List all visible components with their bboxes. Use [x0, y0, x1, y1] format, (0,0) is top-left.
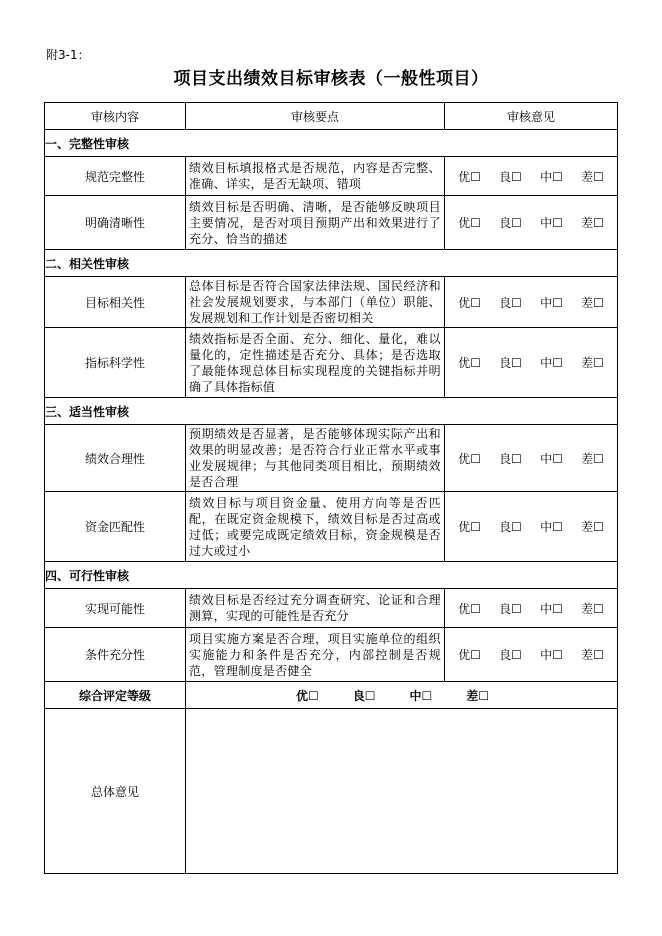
- rating-checkbox-excellent[interactable]: 优☐: [458, 169, 481, 184]
- section-row: [45, 398, 618, 425]
- rating-options: [445, 646, 617, 663]
- review-item-row: [45, 328, 618, 398]
- header-col-content: 审核内容: [45, 103, 186, 130]
- rating-checkbox-excellent[interactable]: 优☐: [458, 451, 481, 466]
- rating-checkbox-excellent[interactable]: 优☐: [458, 648, 481, 662]
- section-row: [45, 250, 618, 277]
- header-col-opinion: 审核意见: [445, 103, 618, 130]
- review-item-row: [45, 277, 618, 328]
- section-title: 二、相关性审核: [45, 250, 618, 277]
- rating-cell: [445, 277, 618, 328]
- review-table: [44, 102, 618, 874]
- review-item-name: 目标相关性: [45, 277, 186, 328]
- rating-checkbox-excellent[interactable]: 优☐: [458, 295, 481, 310]
- rating-checkbox-excellent[interactable]: 优☐: [458, 520, 481, 534]
- rating-options: [445, 168, 617, 185]
- review-item-desc: 绩效目标是否明确、清晰，是否能够反映项目主要情况，是否对项目预期产出和效果进行了充分、恰当的描述: [186, 196, 445, 250]
- rating-checkbox-medium[interactable]: 中☐: [540, 648, 563, 662]
- rating-options: [445, 518, 617, 535]
- review-item-name: 指标科学性: [45, 328, 186, 398]
- summary-row: [45, 682, 618, 709]
- summary-checkbox-good[interactable]: 良☐: [352, 688, 376, 703]
- rating-checkbox-medium[interactable]: 中☐: [540, 295, 563, 310]
- rating-checkbox-good[interactable]: 良☐: [499, 169, 522, 184]
- summary-checkbox-excellent[interactable]: 优☐: [296, 688, 319, 703]
- overall-opinion-row: [45, 709, 618, 874]
- rating-checkbox-poor[interactable]: 差☐: [581, 601, 604, 616]
- review-item-name: 绩效合理性: [45, 425, 186, 492]
- rating-cell: [445, 589, 618, 628]
- section-row: [45, 562, 618, 589]
- summary-label: 综合评定等级: [45, 682, 186, 709]
- summary-checkbox-medium[interactable]: 中☐: [409, 688, 433, 703]
- appendix-label: 附3-1：: [46, 48, 90, 62]
- rating-checkbox-good[interactable]: 良☐: [499, 520, 522, 534]
- review-item-row: [45, 425, 618, 492]
- rating-checkbox-medium[interactable]: 中☐: [540, 356, 563, 370]
- rating-checkbox-poor[interactable]: 差☐: [581, 451, 604, 466]
- rating-checkbox-medium[interactable]: 中☐: [540, 520, 563, 534]
- review-item-desc: 总体目标是否符合国家法律法规、国民经济和社会发展规划要求，与本部门（单位）职能、发展规划和工作计划是否密切相关: [186, 277, 445, 328]
- review-item-row: [45, 196, 618, 250]
- review-item-name: 明确清晰性: [45, 196, 186, 250]
- review-item-row: [45, 492, 618, 562]
- review-item-row: [45, 628, 618, 682]
- section-title: 四、可行性审核: [45, 562, 618, 589]
- overall-opinion-field[interactable]: [186, 709, 618, 874]
- rating-cell: [445, 492, 618, 562]
- summary-options: [186, 687, 617, 704]
- section-row: [45, 130, 618, 157]
- rating-cell: [445, 157, 618, 196]
- rating-cell: [445, 628, 618, 682]
- rating-checkbox-poor[interactable]: 差☐: [581, 520, 604, 534]
- rating-checkbox-poor[interactable]: 差☐: [581, 648, 604, 662]
- review-item-row: [45, 157, 618, 196]
- review-item-desc: 绩效目标与项目资金量、使用方向等是否匹配，在既定资金规模下，绩效目标是否过高或过低；或要完成既定绩效目标，资金规模是否过大或过小: [186, 492, 445, 562]
- review-item-name: 实现可能性: [45, 589, 186, 628]
- page-title: 项目支出绩效目标审核表（一般性项目）: [173, 69, 489, 89]
- rating-checkbox-good[interactable]: 良☐: [499, 216, 522, 230]
- summary-rating-cell: [186, 682, 618, 709]
- rating-checkbox-good[interactable]: 良☐: [499, 601, 522, 616]
- rating-checkbox-good[interactable]: 良☐: [499, 451, 522, 466]
- rating-options: [445, 354, 617, 371]
- review-item-desc: 绩效目标是否经过充分调查研究、论证和合理测算，实现的可能性是否充分: [186, 589, 445, 628]
- section-title: 一、完整性审核: [45, 130, 618, 157]
- rating-checkbox-medium[interactable]: 中☐: [540, 169, 563, 184]
- section-title: 三、适当性审核: [45, 398, 618, 425]
- header-row: [45, 103, 618, 130]
- rating-checkbox-excellent[interactable]: 优☐: [458, 216, 481, 230]
- rating-cell: [445, 425, 618, 492]
- review-item-desc: 项目实施方案是否合理，项目实施单位的组织实施能力和条件是否充分，内部控制是否规范，管理制度是否健全: [186, 628, 445, 682]
- rating-options: [445, 294, 617, 311]
- rating-checkbox-medium[interactable]: 中☐: [540, 451, 563, 466]
- rating-checkbox-medium[interactable]: 中☐: [540, 601, 563, 616]
- review-item-desc: 绩效指标是否全面、充分、细化、量化，难以量化的，定性描述是否充分、具体；是否选取了最能体现总体目标实现程度的关键指标并明确了具体指标值: [186, 328, 445, 398]
- overall-opinion-label: 总体意见: [45, 709, 186, 874]
- summary-checkbox-poor[interactable]: 差☐: [466, 688, 490, 703]
- review-item-row: [45, 589, 618, 628]
- rating-checkbox-good[interactable]: 良☐: [499, 356, 522, 370]
- review-item-name: 规范完整性: [45, 157, 186, 196]
- rating-checkbox-good[interactable]: 良☐: [499, 648, 522, 662]
- rating-checkbox-poor[interactable]: 差☐: [581, 356, 604, 370]
- rating-options: [445, 214, 617, 231]
- rating-checkbox-excellent[interactable]: 优☐: [458, 601, 481, 616]
- review-item-name: 资金匹配性: [45, 492, 186, 562]
- rating-checkbox-excellent[interactable]: 优☐: [458, 356, 481, 370]
- rating-checkbox-good[interactable]: 良☐: [499, 295, 522, 310]
- rating-cell: [445, 196, 618, 250]
- header-col-points: 审核要点: [186, 103, 445, 130]
- rating-checkbox-poor[interactable]: 差☐: [581, 169, 604, 184]
- review-item-desc: 预期绩效是否显著，是否能够体现实际产出和效果的明显改善；是否符合行业正常水平或事业发展规律；与其他同类项目相比，预期绩效是否合理: [186, 425, 445, 492]
- rating-options: [445, 450, 617, 467]
- rating-cell: [445, 328, 618, 398]
- rating-options: [445, 600, 617, 617]
- rating-checkbox-poor[interactable]: 差☐: [581, 216, 604, 230]
- rating-checkbox-poor[interactable]: 差☐: [581, 295, 604, 310]
- rating-checkbox-medium[interactable]: 中☐: [540, 216, 563, 230]
- review-item-desc: 绩效目标填报格式是否规范，内容是否完整、准确、详实，是否无缺项、错项: [186, 157, 445, 196]
- review-item-name: 条件充分性: [45, 628, 186, 682]
